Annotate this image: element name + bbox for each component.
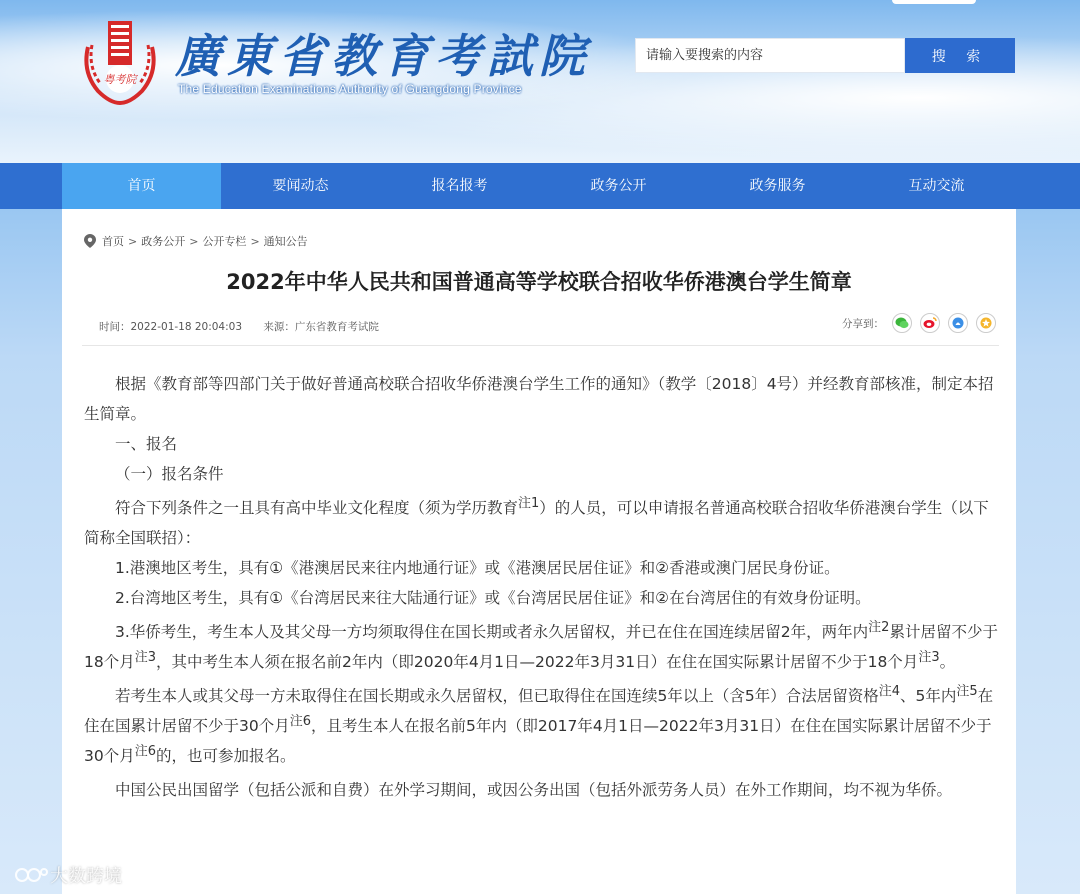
article-body (84, 369, 1004, 805)
nav-item-interaction[interactable]: 互动交流 (908, 178, 965, 194)
breadcrumb (84, 233, 308, 249)
nav-item-news[interactable]: 要闻动态 (272, 178, 329, 194)
article-meta (99, 319, 379, 334)
favorite-share-icon[interactable] (976, 313, 996, 333)
nav-item-registration[interactable]: 报名报考 (431, 178, 488, 194)
footnote-ref: 注6 (289, 714, 312, 729)
breadcrumb-column[interactable]: 公开专栏 (202, 235, 247, 248)
paragraph-overseas: 3.华侨考生，考生本人及其父母一方均须取得住在国长期或者永久居留权，并已在住在国连续居留2年，两年内$^{注2}$累计居留不少于18个月$^{注3}$，其中考生本人须在报名前2年内（即2020年4月1日—2022年3月31日）在住在国实际累计居留不少于18个月$^{注3}$。 (84, 620, 998, 671)
breadcrumb-notice[interactable]: 通知公告 (263, 235, 308, 248)
nav-item-home[interactable]: 首页 (62, 163, 221, 209)
article-source: 来源：广东省教育考试院 (263, 321, 379, 333)
site-subtitle: The Education Examinations Authority of Guangdong Province (178, 82, 522, 96)
subsection-heading: （一）报名条件 (115, 465, 224, 483)
breadcrumb-home[interactable]: 首页 (102, 235, 124, 248)
footnote-ref: 注5 (956, 684, 978, 699)
logo-seal-icon[interactable] (80, 17, 160, 105)
wechat-share-icon[interactable] (892, 313, 912, 333)
footnote-ref: 注3 (134, 650, 157, 665)
footnote-ref: 注6 (134, 744, 157, 759)
breadcrumb-separator: > (250, 234, 260, 248)
nav-item-services[interactable]: 政务服务 (749, 178, 806, 194)
breadcrumb-separator: > (189, 234, 199, 248)
watermark-logo-icon (14, 865, 50, 885)
weibo-share-icon[interactable] (920, 313, 940, 333)
section-heading: 一、报名 (115, 435, 178, 453)
article-card (62, 209, 1016, 894)
paragraph-taiwan: 2.台湾地区考生，具有①《台湾居民来往大陆通行证》或《台湾居民居住证》和②在台湾居住的有效身份证明。 (115, 589, 871, 607)
breadcrumb-separator: > (128, 234, 138, 248)
watermark: 大数跨境 (14, 862, 122, 888)
share-bar (842, 313, 996, 333)
paragraph-hk-macao: 1.港澳地区考生，具有①《港澳居民来往内地通行证》或《港澳居民居住证》和②香港或澳门居民身份证。 (115, 559, 840, 577)
share-label: 分享到： (842, 317, 884, 330)
paragraph-intro: 根据《教育部等四部门关于做好普通高校联合招收华侨港澳台学生工作的通知》（教学〔2018〕4号）并经教育部核准，制定本招生简章。 (84, 375, 994, 423)
paragraph-students-abroad: 中国公民出国留学（包括公派和自费）在外学习期间，或因公务出国（包括外派劳务人员）在外工作期间，均不视为华侨。 (115, 781, 953, 799)
paragraph-conditions: 符合下列条件之一且具有高中毕业文化程度（须为学历教育$^{注1}$）的人员，可以申请报名普通高校联合招收华侨港澳台学生（以下简称全国联招）： (84, 496, 989, 547)
search-input[interactable] (635, 38, 905, 73)
breadcrumb-gov[interactable]: 政务公开 (141, 235, 186, 248)
main-nav (0, 163, 1080, 209)
footnote-ref: 注4 (878, 684, 901, 699)
site-header (0, 0, 1080, 163)
divider (82, 345, 999, 346)
location-pin-icon (84, 234, 96, 248)
nav-item-government-affairs[interactable]: 政务公开 (590, 178, 647, 194)
search-button[interactable]: 搜 索 (905, 38, 1015, 73)
article-title: 2022年中华人民共和国普通高等学校联合招收华侨港澳台学生简章 (226, 270, 852, 294)
site-title[interactable]: 廣東省教育考試院 (175, 29, 591, 83)
top-tab[interactable] (892, 0, 976, 4)
footnote-ref: 注3 (918, 650, 940, 665)
qzone-share-icon[interactable] (948, 313, 968, 333)
svg-text:粤考院: 粤考院 (103, 73, 137, 86)
publish-time: 时间：2022-01-18 20:04:03 (99, 321, 243, 333)
search-box (635, 38, 1015, 73)
paragraph-legal-residence: 若考生本人或其父母一方未取得住在国长期或永久居留权，但已取得住在国连续5年以上（含5年）合法居留资格$^{注4}$、5年内$^{注5}$在住在国累计居留不少于30个月$^{注6}$，且考生本人在报名前5年内（即2017年4月1日—2022年3月31日）在住在国实际累计居留不少于30个月$^{注6}$的，也可参加报名。 (84, 684, 994, 765)
footnote-ref: 注1 (518, 496, 540, 511)
footnote-ref: 注2 (868, 620, 890, 635)
